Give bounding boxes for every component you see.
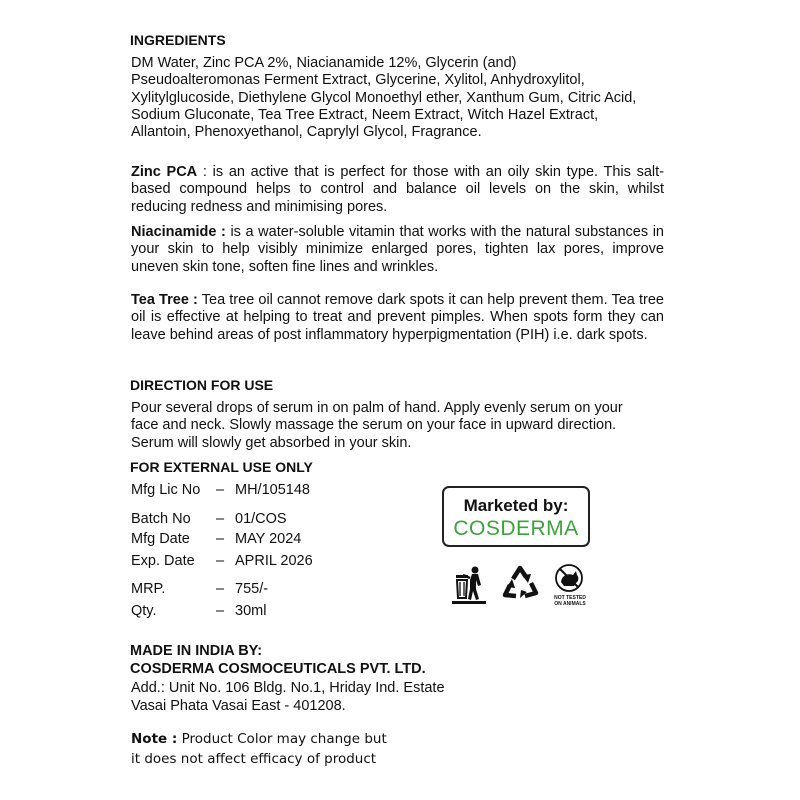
dash: – — [216, 531, 225, 547]
dash: – — [216, 511, 225, 527]
exp-date-label: Exp. Date — [131, 553, 195, 569]
direction-line: face and neck. Slowly massage the serum on your face in upward direction. — [131, 417, 617, 434]
marketed-by-label: Marketed by: — [463, 496, 569, 515]
brand-name: COSDERMA — [453, 517, 579, 540]
qty-value: 30ml — [235, 603, 267, 619]
direction-text — [131, 400, 623, 452]
made-in-india-heading: MADE IN INDIA BY: — [130, 643, 263, 659]
note-label: Note : — [131, 731, 178, 747]
batch-no-value: 01/COS — [235, 511, 287, 527]
ingredients-line: Pseudoalteromonas Ferment Extract, Glycerine, Xylitol, Anhydroxylitol, — [131, 72, 585, 89]
direction-heading: DIRECTION FOR USE — [130, 377, 274, 393]
note-line-2: it does not affect efficacy of product — [131, 751, 377, 767]
not-tested-line: ON ANIMALS — [554, 601, 586, 607]
company-name: COSDERMA COSMOCEUTICALS PVT. LTD. — [130, 661, 426, 677]
mrp-value: 755/- — [235, 581, 269, 597]
batch-no-label: Batch No — [131, 511, 191, 527]
zinc-pca-text: is an active that is perfect for those with an oily skin type. This salt-based compound helps to control and balance oil levels on the skin, whilst reducing redness and minimising pores. — [131, 164, 665, 215]
zinc-pca-term: Zinc PCA — [131, 164, 198, 180]
separator: : — [197, 164, 213, 180]
dispose-in-bin-icon — [448, 563, 490, 605]
dash: – — [216, 581, 225, 597]
marketed-by-box — [442, 486, 590, 547]
mfg-lic-value: MH/105148 — [235, 482, 310, 498]
niacinamide-paragraph — [131, 224, 664, 276]
note-text: Product Color may change but — [181, 731, 387, 747]
dash: – — [216, 482, 225, 498]
direction-line: Pour several drops of serum in on palm of hand. Apply evenly serum on your — [131, 400, 623, 416]
ingredients-heading: INGREDIENTS — [130, 32, 226, 48]
niacinamide-text: is a water-soluble vitamin that works with the natural substances in your skin to help visibly minimize enlarged pores, tighten lax pores, improve uneven skin tone, soften fine lines and wrinkles. — [131, 224, 664, 275]
ingredients-line: Allantoin, Phenoxyethanol, Caprylyl Glycol, Fragrance. — [131, 124, 482, 141]
recycle-icon — [501, 565, 539, 601]
note-line-1 — [131, 731, 387, 747]
mfg-date-value: MAY 2024 — [235, 531, 302, 547]
niacinamide-term: Niacinamide : — [131, 224, 226, 240]
ingredients-line: DM Water, Zinc PCA 2%, Niacianamide 12%, Glycerin (and) — [131, 55, 517, 71]
direction-line: Serum will slowly get absorbed in your skin. — [131, 434, 412, 451]
ingredients-line: Xylitylglucoside, Diethylene Glycol Monoethyl ether, Xanthum Gum, Citric Acid, — [131, 89, 637, 106]
exp-date-value: APRIL 2026 — [235, 553, 313, 569]
tea-tree-term: Tea Tree : — [131, 292, 198, 308]
ingredients-line: Sodium Gluconate, Tea Tree Extract, Neem Extract, Witch Hazel Extract, — [131, 106, 599, 123]
zinc-pca-paragraph — [131, 164, 664, 216]
tea-tree-paragraph — [131, 292, 664, 344]
address-line: Vasai Phata Vasai East - 401208. — [131, 698, 346, 714]
not-tested-on-animals-icon — [552, 563, 586, 595]
mrp-label: MRP. — [131, 581, 166, 597]
dash: – — [216, 603, 225, 619]
mfg-lic-label: Mfg Lic No — [131, 482, 201, 498]
qty-label: Qty. — [131, 603, 157, 619]
not-tested-caption — [550, 595, 590, 607]
mfg-date-label: Mfg Date — [131, 531, 190, 547]
not-tested-line: NOT TESTED — [554, 595, 586, 601]
external-use-heading: FOR EXTERNAL USE ONLY — [130, 459, 313, 475]
tea-tree-text: Tea tree oil cannot remove dark spots it can help prevent them. Tea tree oil is effective at helping to treat and prevent pimples. When spots form they can leave behind areas of post inflammatory hyperpigmentation (PIH) i.e. dark spots. — [131, 292, 664, 343]
address-line: Add.: Unit No. 106 Bldg. No.1, Hriday Ind. Estate — [131, 680, 445, 696]
dash: – — [216, 553, 225, 569]
ingredients-list — [131, 55, 636, 141]
